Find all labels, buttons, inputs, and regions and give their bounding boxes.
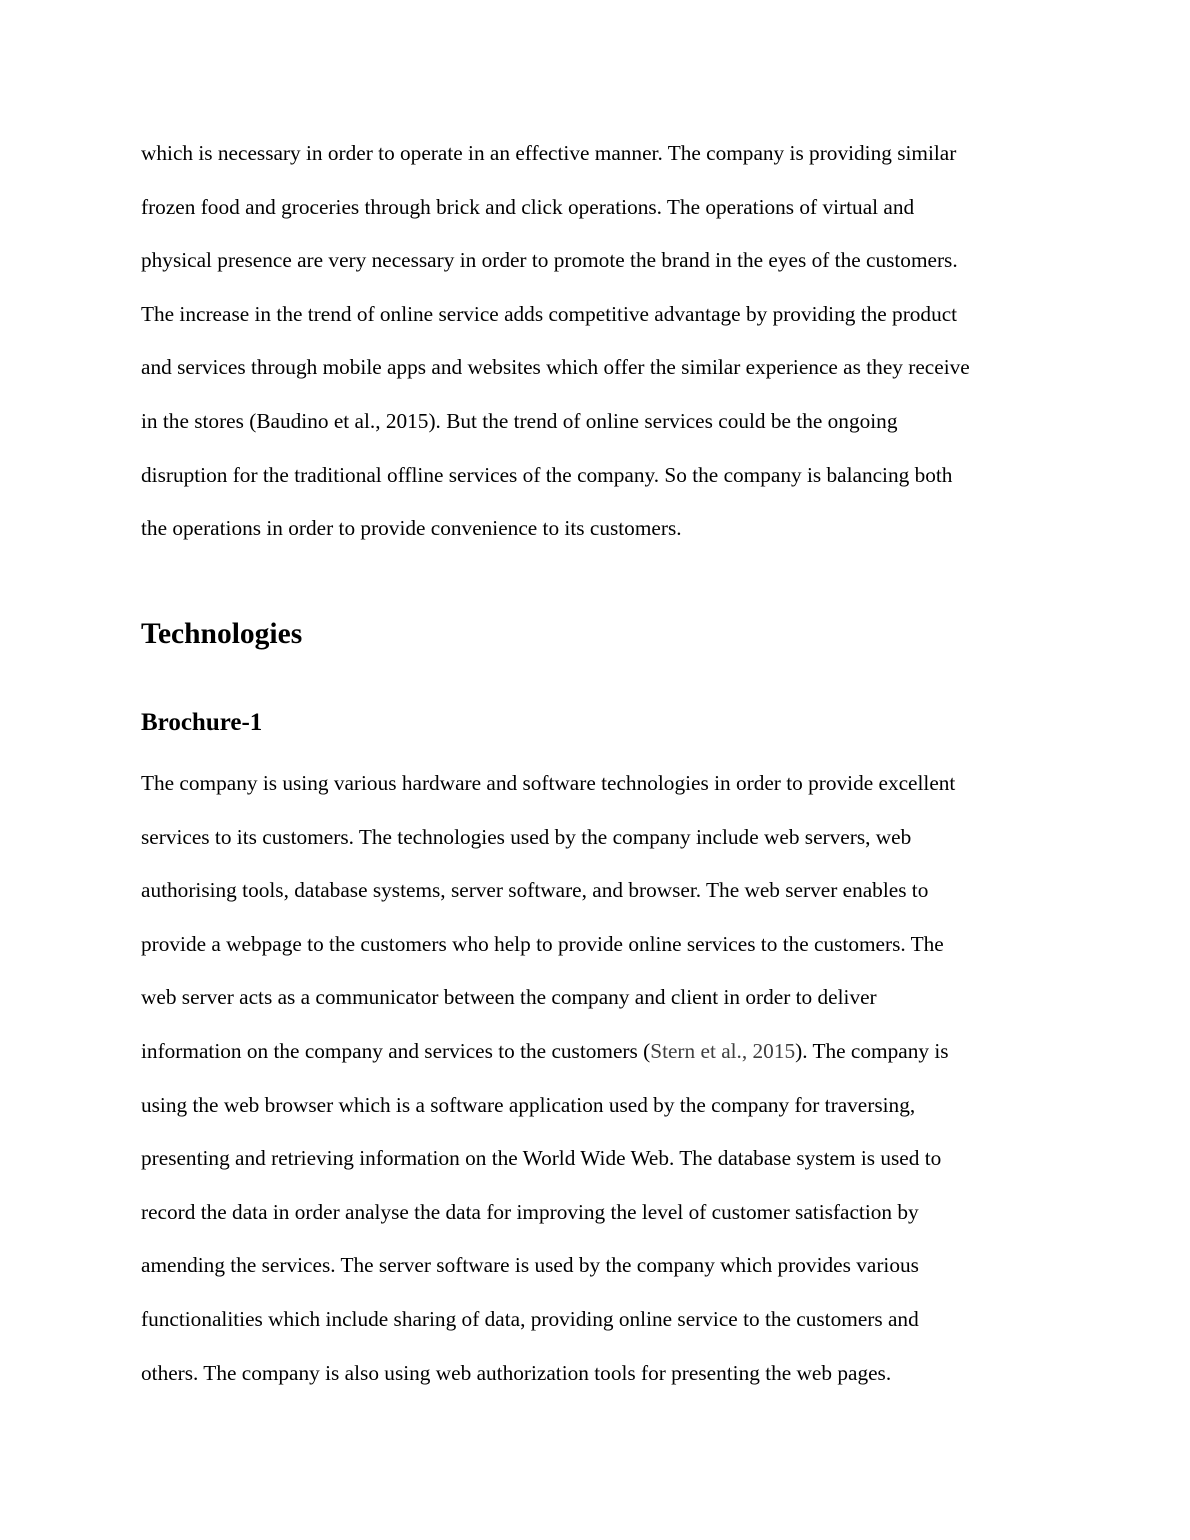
paragraph-line: authorising tools, database systems, server software, and browser. The web server enables to (141, 878, 929, 903)
body-paragraph-1 (141, 127, 1056, 556)
subsection-heading-brochure: Brochure-1 (141, 709, 263, 736)
citation-prefix-text: information on the company and services to the customers ( (141, 1038, 651, 1063)
paragraph-line: and services through mobile apps and websites which offer the similar experience as they receive (141, 355, 970, 380)
citation-suffix-text: ). The company is (795, 1038, 949, 1063)
section-heading-technologies: Technologies (141, 618, 303, 650)
paragraph-line-with-citation (141, 1025, 1056, 1079)
paragraph-line: functionalities which include sharing of data, providing online service to the customers and (141, 1306, 919, 1331)
paragraph-line: the operations in order to provide convenience to its customers. (141, 516, 682, 541)
paragraph-line: The company is using various hardware and software technologies in order to provide excellent (141, 771, 956, 795)
body-paragraph-2 (141, 757, 1056, 1400)
paragraph-line: The increase in the trend of online service adds competitive advantage by providing the product (141, 301, 958, 326)
paragraph-line: which is necessary in order to operate in an effective manner. The company is providing similar (141, 141, 957, 165)
paragraph-line: web server acts as a communicator between the company and client in order to deliver (141, 985, 877, 1010)
paragraph-line: physical presence are very necessary in order to promote the brand in the eyes of the customers. (141, 248, 958, 273)
citation-text: Stern et al., 2015 (650, 1038, 796, 1063)
paragraph-line: in the stores (Baudino et al., 2015). But the trend of online services could be the ongoing (141, 408, 898, 433)
paragraph-line: disruption for the traditional offline services of the company. So the company is balancing both (141, 462, 953, 487)
paragraph-line: amending the services. The server software is used by the company which provides various (141, 1253, 919, 1278)
paragraph-line: provide a webpage to the customers who help to provide online services to the customers. The (141, 931, 944, 956)
paragraph-line: frozen food and groceries through brick and click operations. The operations of virtual and (141, 194, 915, 219)
paragraph-line: using the web browser which is a software application used by the company for traversing, (141, 1092, 916, 1117)
paragraph-line: services to its customers. The technologies used by the company include web servers, web (141, 824, 912, 849)
paragraph-line: others. The company is also using web authorization tools for presenting the web pages. (141, 1360, 892, 1385)
paragraph-line: record the data in order analyse the data for improving the level of customer satisfaction by (141, 1199, 919, 1224)
paragraph-line: presenting and retrieving information on the World Wide Web. The database system is used to (141, 1146, 942, 1171)
